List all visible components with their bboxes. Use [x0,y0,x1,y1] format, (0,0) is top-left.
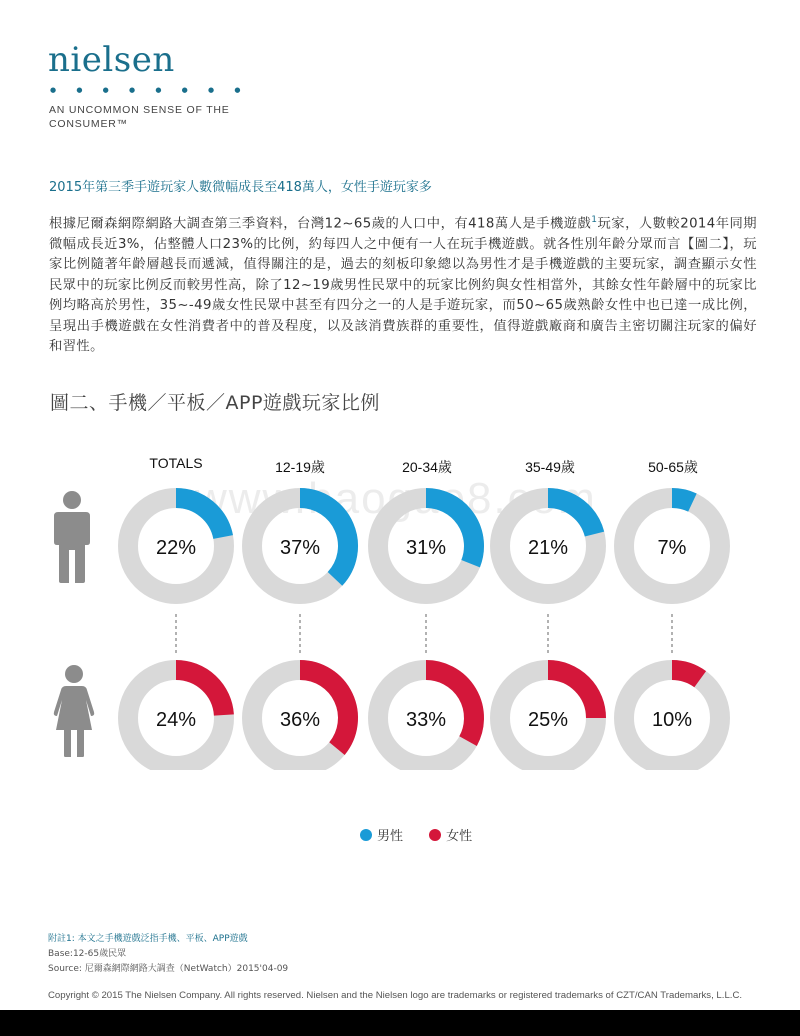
legend-male-swatch [360,829,372,841]
donut-label-female-12-19: 36% [279,709,321,731]
legend-female-swatch [429,829,441,841]
column-label-35-49: 35-49歲 [525,459,575,475]
donut-arc-female-50-65 [672,670,700,679]
bottom-bar [0,1010,800,1036]
column-label-20-34: 20-34歲 [402,459,452,475]
logo-dots: ● ● ● ● ● ● ● ● [50,86,250,94]
donut-label-female-35-49: 25% [527,709,569,731]
column-label-50-65: 50-65歲 [648,459,698,475]
footnotes [48,932,288,977]
body-paragraph [49,210,757,358]
paragraph-part-2: 玩家，人數較2014年同期微幅成長近3%，佔整體人口23%的比例，約每四人之中便有一人在玩手機遊戲。就各性別年齡分眾而言【圖二】，玩家比例隨著年齡層越長而遞減，值得關注的是，過去的刻板印象總以為男性才是手機遊戲的主要玩家，調查顯示女性民眾中的玩家比例反而較男性高，除了12~19歲男性民眾中的玩家比例約與女性相當外，其餘女性年齡層中的玩家比例均略高於男性，35~-49歲女性民眾中甚至有四分之一的人是手遊玩家，而50~65歲熟齡女性中也已達一成比例，呈現出手機遊戲在女性消費者中的普及程度，以及該消費族群的重要性，值得遊戲廠商和廣告主密切關注玩家的偏好和習性。 [49,216,757,355]
chart-legend [360,825,494,844]
nielsen-logo: nielsen [48,40,175,80]
footnote-source: Source: 尼爾森網際網路大調查（NetWatch）2015'04-09 [48,964,289,974]
legend-item-female [429,825,472,844]
donut-label-female-totals: 24% [155,709,197,731]
donut-arc-male-35-49 [548,498,594,534]
male-person-icon [50,490,94,584]
column-label-12-19: 12-19歲 [275,459,325,475]
donut-label-male-50-65: 7% [657,537,687,559]
headline: 2015年第三季手遊玩家人數微幅成長至418萬人，女性手遊玩家多 [49,180,432,195]
legend-male-label: 男性 [377,829,404,844]
legend-item-male [360,825,403,844]
copyright: Copyright © 2015 The Nielsen Company. All rights reserved. Nielsen and the Nielsen logo are trademarks or registered trademarks of CZT/CAN Trademarks, L.L.C. [48,990,743,1001]
donut-label-male-12-19: 37% [279,537,321,559]
legend-female-label: 女性 [446,829,473,844]
donut-label-male-20-34: 31% [405,537,447,559]
figure-title: 圖二、手機／平板／APP遊戲玩家比例 [50,392,380,414]
paragraph-part-1: 根據尼爾森網際網路大調查第三季資料，台灣12~65歲的人口中，有418萬人是手機遊戲 [49,216,592,232]
female-person-icon [52,664,96,758]
footnote-base: Base:12-65歲民眾 [48,949,127,959]
donut-arc-male-50-65 [672,498,692,503]
donut-label-male-35-49: 21% [527,537,569,559]
footnote-ref: 1 [591,215,598,225]
donut-label-male-totals: 22% [155,537,197,559]
donut-label-female-50-65: 10% [651,709,693,731]
donut-arc-male-totals [176,498,223,537]
donut-chart [110,470,750,770]
column-label-totals: TOTALS [149,455,203,471]
footnote-1: 附註1: 本文之手機遊戲泛指手機、平板、APP遊戲 [48,934,248,944]
logo-tagline: AN UNCOMMON SENSE OF THE CONSUMER™ [49,104,230,130]
watermark: www.baogao8.com [195,474,597,523]
donut-label-female-20-34: 33% [405,709,447,731]
